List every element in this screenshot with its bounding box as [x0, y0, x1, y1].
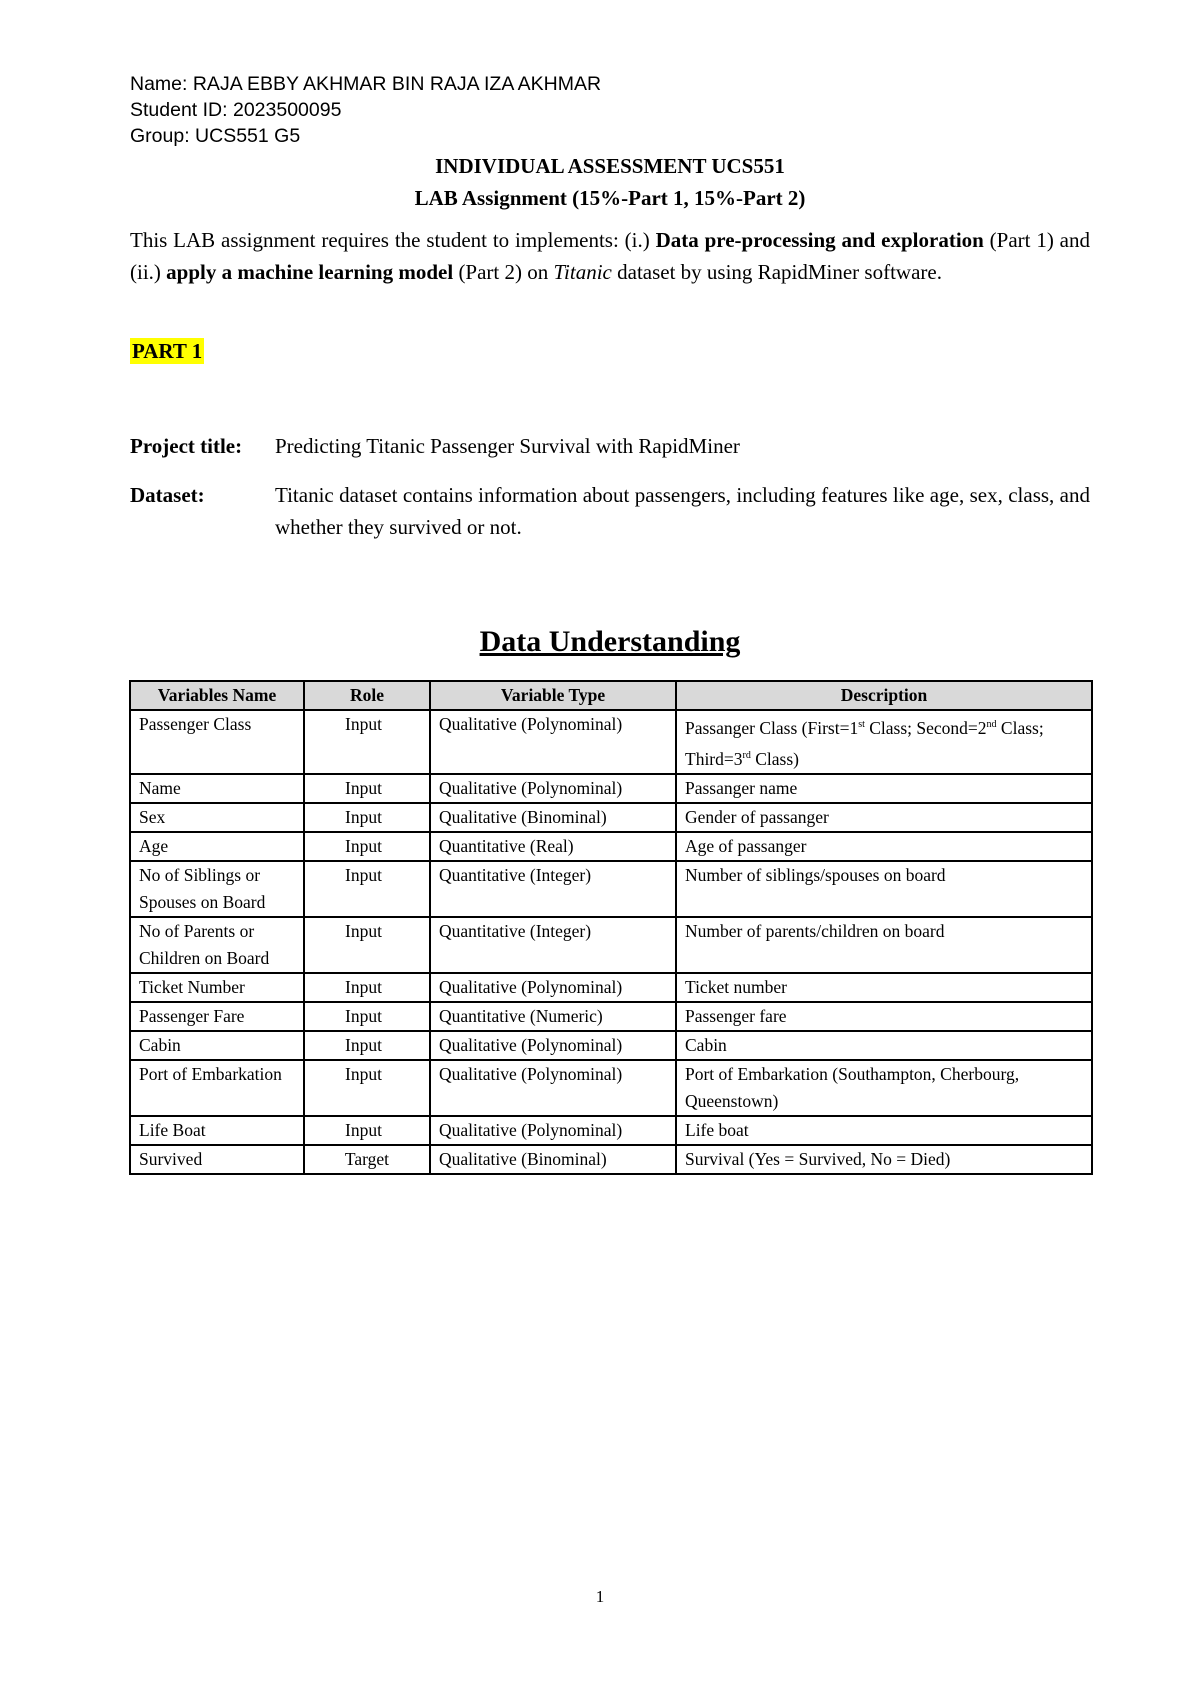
table-row [130, 1002, 1092, 1031]
project-title-value: Predicting Titanic Passenger Survival with RapidMiner [275, 434, 740, 458]
role-cell: Input [304, 710, 430, 774]
description-cell: Gender of passanger [676, 803, 1092, 832]
table-header-row [130, 681, 1092, 710]
variable-name-cell: No of Parents or Children on Board [130, 917, 304, 973]
variable-name-cell: No of Siblings or Spouses on Board [130, 861, 304, 917]
table-row [130, 1145, 1092, 1174]
variable-type-cell: Qualitative (Polynominal) [430, 710, 676, 774]
description-cell: Cabin [676, 1031, 1092, 1060]
variable-type-cell: Qualitative (Polynominal) [430, 1116, 676, 1145]
variable-type-cell: Quantitative (Numeric) [430, 1002, 676, 1031]
description-cell: Passanger name [676, 774, 1092, 803]
role-cell: Input [304, 861, 430, 917]
variable-name-cell: Ticket Number [130, 973, 304, 1002]
role-cell: Input [304, 803, 430, 832]
dataset-label: Dataset: [130, 483, 205, 507]
variable-type-cell: Qualitative (Polynominal) [430, 774, 676, 803]
student-group: Group: UCS551 G5 [130, 125, 301, 147]
intro-italic-1: Titanic [553, 260, 612, 284]
intro-text-3: (Part 2) on [453, 260, 554, 284]
section-heading: Data Understanding [479, 625, 741, 658]
column-header: Role [304, 681, 430, 710]
variable-name-cell: Cabin [130, 1031, 304, 1060]
project-title-label: Project title: [130, 434, 243, 458]
variable-type-cell: Quantitative (Integer) [430, 861, 676, 917]
description-cell: Passenger fare [676, 1002, 1092, 1031]
description-cell: Number of siblings/spouses on board [676, 861, 1092, 917]
variable-type-cell: Qualitative (Polynominal) [430, 1031, 676, 1060]
variable-name-cell: Name [130, 774, 304, 803]
assessment-title [130, 150, 1090, 214]
role-cell: Input [304, 1060, 430, 1116]
role-cell: Input [304, 1002, 430, 1031]
variable-type-cell: Qualitative (Polynominal) [430, 1060, 676, 1116]
page-number: 1 [595, 1587, 605, 1606]
variables-table [129, 680, 1093, 1175]
student-header [130, 71, 601, 149]
column-header: Variable Type [430, 681, 676, 710]
table-row [130, 1116, 1092, 1145]
variable-type-cell: Qualitative (Binominal) [430, 803, 676, 832]
column-header: Variables Name [130, 681, 304, 710]
role-cell: Input [304, 1116, 430, 1145]
table-row [130, 832, 1092, 861]
variable-name-cell: Age [130, 832, 304, 861]
intro-text-1: This LAB assignment requires the student to implements: (i.) [130, 228, 656, 252]
variable-name-cell: Passenger Class [130, 710, 304, 774]
description-cell: Life boat [676, 1116, 1092, 1145]
description-cell: Passanger Class (First=1st Class; Second=2nd Class; Third=3rd Class) [676, 710, 1092, 774]
table-row [130, 710, 1092, 774]
description-cell: Number of parents/children on board [676, 917, 1092, 973]
variable-name-cell: Passenger Fare [130, 1002, 304, 1031]
table-row [130, 1060, 1092, 1116]
intro-text-2: (Part 1) and (ii.) [130, 228, 1091, 284]
student-name: Name: RAJA EBBY AKHMAR BIN RAJA IZA AKHMAR [130, 73, 602, 95]
variable-type-cell: Quantitative (Integer) [430, 917, 676, 973]
intro-text-4: dataset by using RapidMiner software. [611, 260, 942, 284]
variable-type-cell: Qualitative (Binominal) [430, 1145, 676, 1174]
table-row [130, 1031, 1092, 1060]
variable-type-cell: Qualitative (Polynominal) [430, 973, 676, 1002]
role-cell: Input [304, 917, 430, 973]
table-row [130, 774, 1092, 803]
variable-type-cell: Quantitative (Real) [430, 832, 676, 861]
role-cell: Input [304, 973, 430, 1002]
variable-name-cell: Survived [130, 1145, 304, 1174]
dataset-value: Titanic dataset contains information about passengers, including features like age, sex, class, and whether they survived or not. [275, 483, 1090, 539]
column-header: Description [676, 681, 1092, 710]
variable-name-cell: Port of Embarkation [130, 1060, 304, 1116]
variable-name-cell: Life Boat [130, 1116, 304, 1145]
assessment-title-line1: INDIVIDUAL ASSESSMENT UCS551 [435, 154, 785, 178]
table-row [130, 917, 1092, 973]
student-id: Student ID: 2023500095 [130, 99, 342, 121]
description-cell: Ticket number [676, 973, 1092, 1002]
description-cell: Survival (Yes = Survived, No = Died) [676, 1145, 1092, 1174]
description-cell: Age of passanger [676, 832, 1092, 861]
role-cell: Input [304, 1031, 430, 1060]
table-row [130, 973, 1092, 1002]
intro-bold-1: Data pre-processing and exploration [655, 228, 984, 252]
intro-bold-2: apply a machine learning model [166, 260, 454, 284]
part-label: PART 1 [132, 339, 203, 363]
intro-paragraph [130, 224, 1090, 288]
description-cell: Port of Embarkation (Southampton, Cherbourg, Queenstown) [676, 1060, 1092, 1116]
role-cell: Target [304, 1145, 430, 1174]
role-cell: Input [304, 774, 430, 803]
table-row [130, 803, 1092, 832]
table-row [130, 861, 1092, 917]
assessment-title-line2: LAB Assignment (15%-Part 1, 15%-Part 2) [414, 186, 806, 210]
variable-name-cell: Sex [130, 803, 304, 832]
role-cell: Input [304, 832, 430, 861]
